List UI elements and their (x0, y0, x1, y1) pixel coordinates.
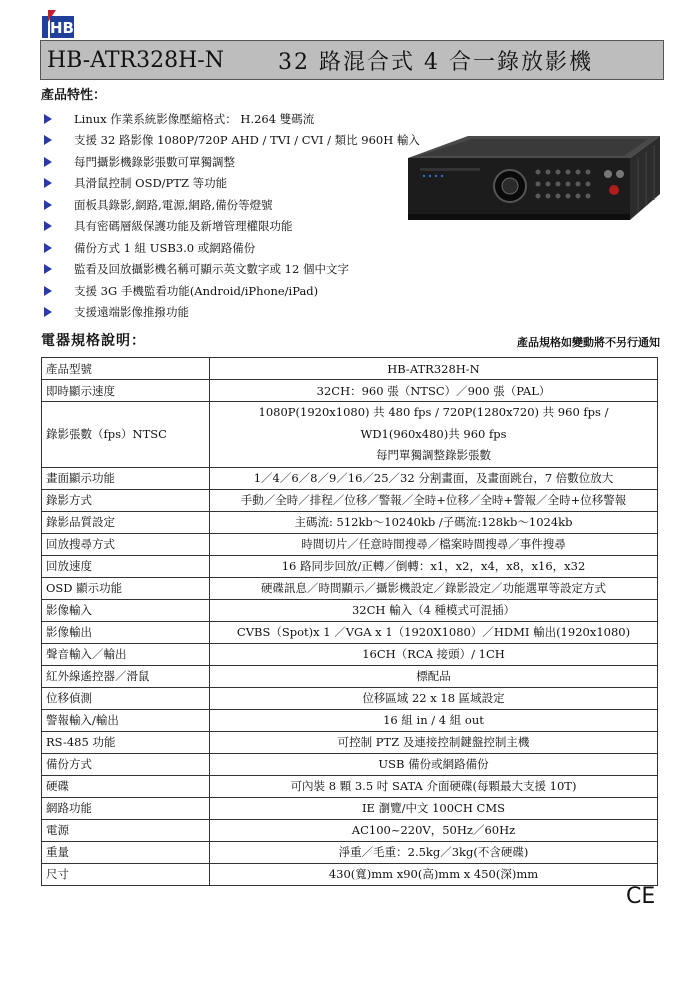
spec-row (42, 731, 658, 753)
spec-value: 32CH：960 張（NTSC）／900 張（PAL） (210, 380, 658, 402)
triangle-bullet-icon (44, 157, 52, 167)
spec-row (42, 555, 658, 577)
spec-value: 16 組 in / 4 組 out (210, 709, 658, 731)
company-logo (42, 10, 76, 38)
spec-row (42, 687, 658, 709)
spec-label: 紅外線遙控器／滑鼠 (42, 665, 210, 687)
spec-label: OSD 顯示功能 (42, 577, 210, 599)
spec-row (42, 533, 658, 555)
spec-value: CVBS（Spot)x 1 ／VGA x 1（1920X1080）／HDMI 輸出(1920x1080) (210, 621, 658, 643)
spec-label: RS-485 功能 (42, 731, 210, 753)
spec-row (42, 577, 658, 599)
spec-row (42, 841, 658, 863)
dvr-product-image (398, 128, 663, 228)
feature-text: 具滑鼠控制 OSD/PTZ 等功能 (74, 176, 228, 191)
feature-item (44, 259, 484, 281)
spec-label: 位移偵測 (42, 687, 210, 709)
specs-change-note: 產品規格如變動將不另行通知 (517, 336, 660, 349)
spec-row (42, 797, 658, 819)
spec-row (42, 358, 658, 380)
spec-label: 網路功能 (42, 797, 210, 819)
ce-mark: CE (626, 884, 656, 909)
spec-value-line: 1080P(1920x1080) 共 480 fps / 720P(1280x720) 共 960 fps / (258, 405, 609, 419)
spec-value: 1／4／6／8／9／16／25／32 分割畫面，及畫面跳台，7 倍數位放大 (210, 467, 658, 489)
title-bar (40, 40, 664, 80)
spec-value: AC100~220V，50Hz／60Hz (210, 819, 658, 841)
feature-text: 支援 32 路影像 1080P/720P AHD / TVI / CVI / 類比 960H 輸入 (74, 133, 420, 148)
triangle-bullet-icon (44, 178, 52, 188)
spec-label: 備份方式 (42, 753, 210, 775)
spec-value: 淨重／毛重：2.5kg／3kg(不含硬碟) (210, 841, 658, 863)
feature-text: 監看及回放攝影機名稱可顯示英文數字或 12 個中文字 (74, 262, 349, 277)
spec-value: IE 瀏覽/中文 100CH CMS (210, 797, 658, 819)
spec-row (42, 467, 658, 489)
spec-table (41, 357, 658, 886)
triangle-bullet-icon (44, 114, 52, 124)
feature-item (44, 280, 484, 302)
spec-label: 警報輸入/輸出 (42, 709, 210, 731)
spec-value: 硬碟訊息／時間顯示／攝影機設定／錄影設定／功能選單等設定方式 (210, 577, 658, 599)
triangle-bullet-icon (44, 221, 52, 231)
spec-row (42, 643, 658, 665)
triangle-bullet-icon (44, 264, 52, 274)
triangle-bullet-icon (44, 243, 52, 253)
model-title: HB-ATR328H-N (47, 47, 224, 73)
spec-value-line: WD1(960x480)共 960 fps (360, 426, 507, 441)
svg-text:HB: HB (50, 19, 74, 37)
triangle-bullet-icon (44, 286, 52, 296)
spec-label: 回放速度 (42, 555, 210, 577)
spec-value: 16 路同步回放/正轉／倒轉：x1，x2，x4，x8，x16，x32 (210, 555, 658, 577)
spec-row (42, 665, 658, 687)
triangle-bullet-icon (44, 307, 52, 317)
spec-row (42, 863, 658, 885)
spec-value: 可控制 PTZ 及連接控制鍵盤控制主機 (210, 731, 658, 753)
feature-item (44, 108, 484, 130)
spec-value: 標配品 (210, 665, 658, 687)
spec-row (42, 599, 658, 621)
spec-label: 畫面顯示功能 (42, 467, 210, 489)
spec-value: 32CH 輸入（4 種模式可混插） (210, 599, 658, 621)
spec-label: 錄影品質設定 (42, 511, 210, 533)
triangle-bullet-icon (44, 135, 52, 145)
spec-label: 回放搜尋方式 (42, 533, 210, 555)
feature-text: 具有密碼層級保護功能及新增管理權限功能 (74, 219, 293, 234)
spec-row (42, 402, 658, 468)
feature-text: 面板具錄影,網路,電源,網路,備份等燈號 (74, 197, 273, 212)
spec-value: 可內裝 8 顆 3.5 吋 SATA 介面硬碟(每顆最大支援 10T) (210, 775, 658, 797)
feature-item (44, 237, 484, 259)
spec-label: 電源 (42, 819, 210, 841)
spec-row (42, 511, 658, 533)
spec-value: 430(寬)mm x90(高)mm x 450(深)mm (210, 863, 658, 885)
feature-text: 備份方式 1 組 USB3.0 或網路備份 (74, 240, 256, 255)
feature-item (44, 302, 484, 324)
spec-label: 影像輸出 (42, 621, 210, 643)
spec-label: 聲音輸入／輸出 (42, 643, 210, 665)
spec-label: 尺寸 (42, 863, 210, 885)
spec-row (42, 380, 658, 402)
spec-value: USB 備份或網路備份 (210, 753, 658, 775)
spec-value: 時間切片／任意時間搜尋／檔案時間搜尋／事件搜尋 (210, 533, 658, 555)
spec-row (42, 489, 658, 511)
spec-label: 重量 (42, 841, 210, 863)
spec-value: HB-ATR328H-N (210, 358, 658, 380)
spec-label: 產品型號 (42, 358, 210, 380)
spec-value: 手動／全時／排程／位移／警報／全時+位移／全時+警報／全時+位移警報 (210, 489, 658, 511)
spec-row (42, 621, 658, 643)
spec-label: 影像輸入 (42, 599, 210, 621)
product-description: 32 路混合式 4 合一錄放影機 (277, 49, 593, 75)
feature-text: 支援 3G 手機監看功能(Android/iPhone/iPad) (74, 283, 319, 298)
features-heading: 產品特性： (41, 88, 107, 103)
feature-text: 支援遠端影像推撥功能 (74, 305, 189, 320)
spec-value: 16CH（RCA 接頭）/ 1CH (210, 643, 658, 665)
spec-row (42, 775, 658, 797)
spec-value-line: 每門單獨調整錄影張數 (376, 448, 491, 462)
triangle-bullet-icon (44, 200, 52, 210)
spec-label: 錄影方式 (42, 489, 210, 511)
spec-label: 錄影張數（fps）NTSC (42, 402, 210, 468)
spec-value: 位移區域 22 x 18 區域設定 (210, 687, 658, 709)
spec-label: 即時顯示速度 (42, 380, 210, 402)
specs-heading: 電器規格說明： (41, 333, 146, 349)
spec-value (210, 402, 658, 468)
feature-text: Linux 作業系統影像壓縮格式： H.264 雙碼流 (74, 111, 315, 126)
spec-value: 主碼流: 512kb～10240kb /子碼流:128kb～1024kb (210, 511, 658, 533)
spec-label: 硬碟 (42, 775, 210, 797)
feature-text: 每門攝影機錄影張數可單獨調整 (74, 154, 235, 169)
spec-row (42, 819, 658, 841)
spec-row (42, 753, 658, 775)
spec-row (42, 709, 658, 731)
